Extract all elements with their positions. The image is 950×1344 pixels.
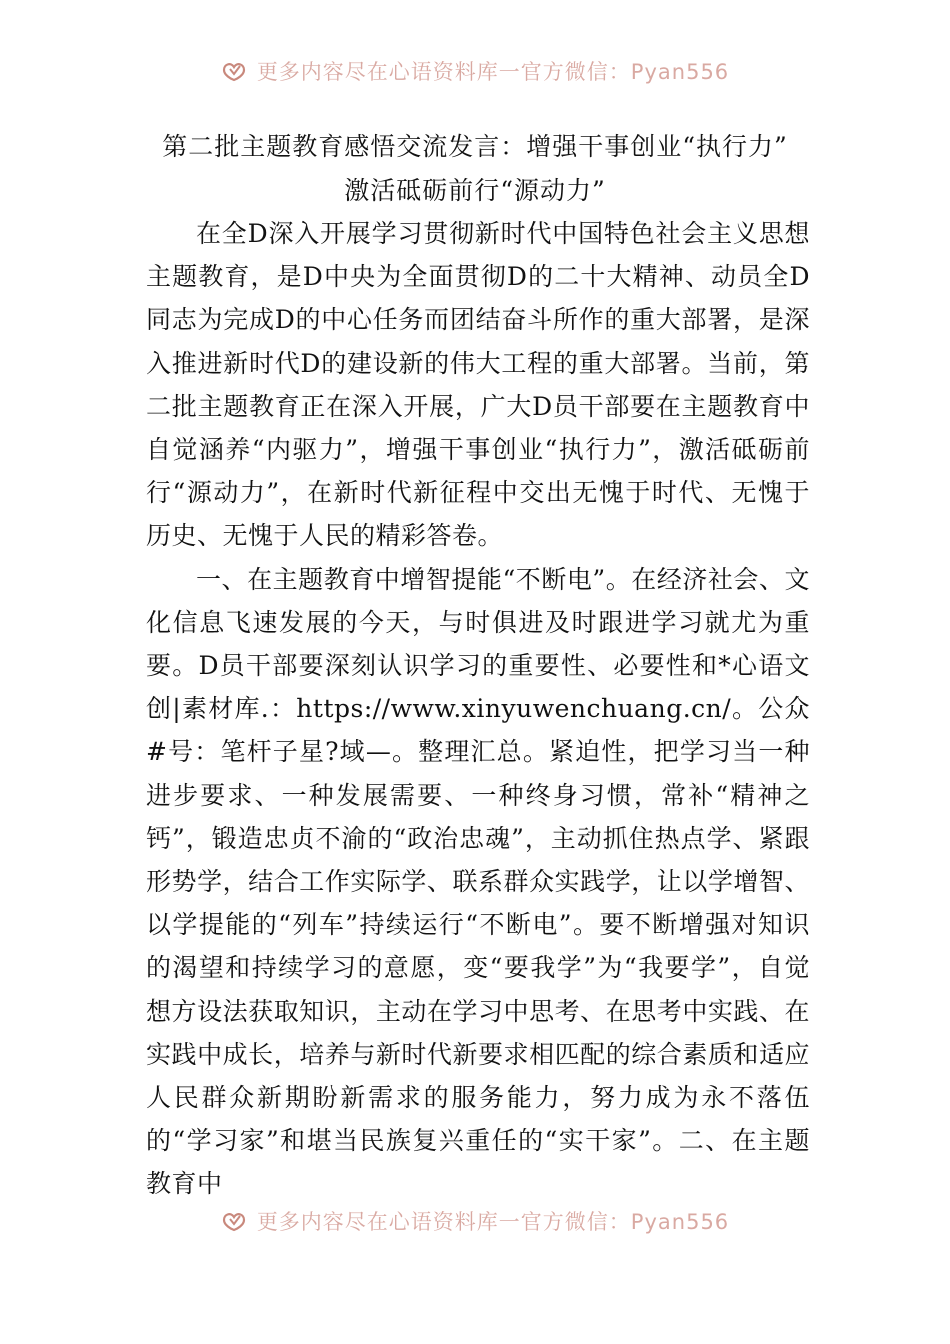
watermark-text: 更多内容尽在心语资料库一官方微信：Pyan556	[256, 60, 730, 84]
paragraph-intro: 在全D深入开展学习贯彻新时代中国特色社会主义思想主题教育，是D中央为全面贯彻D的二十大精神、动员全D同志为完成D的中心任务而团结奋斗所作的重大部署，是深入推进新时代D的建设新的伟大工程的重大部署。当前，第二批主题教育正在深入开展，广大D员干部要在主题教育中自觉涵养“内驱力”，增强干事创业“执行力”，激活砥砺前行“源动力”，在新时代新征程中交出无愧于时代、无愧于历史、无愧于人民的精彩答卷。	[146, 219, 810, 551]
document-title-line-2: 激活砥砺前行“源动力”	[344, 176, 606, 205]
brand-logo-icon	[221, 60, 247, 82]
brand-logo-icon	[221, 1210, 247, 1232]
document-title-line-1: 第二批主题教育感悟交流发言：增强干事创业“执行力”	[162, 132, 788, 161]
watermark-text: 更多内容尽在心语资料库一官方微信：Pyan556	[256, 1210, 730, 1234]
watermark-footer	[0, 1206, 950, 1236]
paragraph-section-one: 一、在主题教育中增智提能“不断电”。在经济社会、文化信息飞速发展的今天，与时俱进及时跟进学习就尤为重要。D员干部要深刻认识学习的重要性、必要性和*心语文创|素材库.：https://www.xinyuwenchuang.cn/。公众#号：笔杆子星?域—。整理汇总。紧迫性，把学习当一种进步要求、一种发展需要、一种终身习惯，常补“精神之钙”，锻造忠贞不渝的“政治忠魂”，主动抓住热点学、紧跟形势学，结合工作实际学、联系群众实践学，让以学增智、以学提能的“列车”持续运行“不断电”。要不断增强对知识的渴望和持续学习的意愿，变“要我学”为“我要学”，自觉想方设法获取知识，主动在学习中思考、在思考中实践、在实践中成长，培养与新时代新要求相匹配的综合素质和适应人民群众新期盼新需求的服务能力，努力成为永不落伍的“学习家”和堪当民族复兴重任的“实干家”。二、在主题教育中	[146, 564, 810, 1199]
watermark-header	[0, 56, 950, 86]
document-body	[146, 212, 810, 1206]
